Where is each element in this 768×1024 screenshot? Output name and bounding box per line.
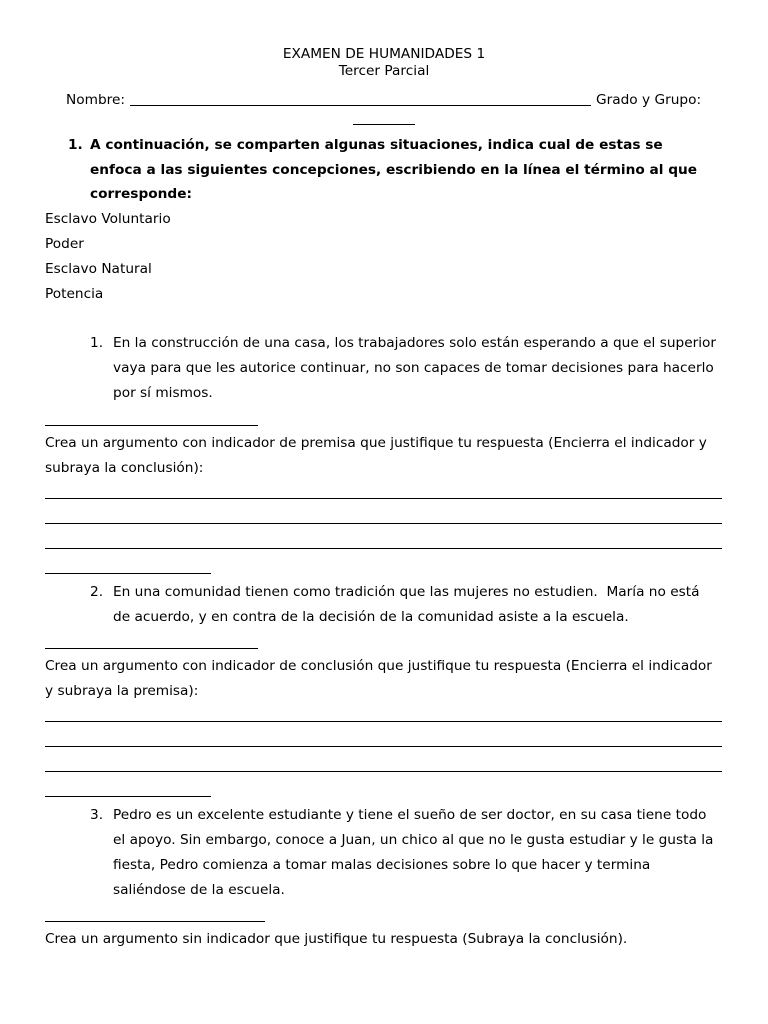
situation-number: 3. (90, 807, 104, 823)
situation-text-line: vaya para que les autorice continuar, no son capaces de tomar decisiones para hacerlo (113, 360, 714, 376)
instruction-line: subraya la conclusión): (45, 460, 204, 476)
instruction-line: Crea un argumento sin indicador que justifique tu respuesta (Subraya la conclusión). (45, 931, 628, 947)
group-label: Grado y Grupo: (596, 92, 702, 108)
question-prompt-line: A continuación, se comparten algunas situaciones, indica cual de estas se (90, 137, 663, 153)
concept-item: Esclavo Natural (45, 261, 152, 277)
answer-line (45, 573, 211, 574)
question-number: 1. (68, 137, 83, 153)
instruction-line: Crea un argumento con indicador de conclusión que justifique tu respuesta (Encierra el indicador (45, 658, 712, 674)
situation-text-line: por sí mismos. (113, 385, 213, 401)
answer-line (45, 771, 722, 772)
exam-title: EXAMEN DE HUMANIDADES 1 (282, 46, 486, 62)
instruction-line: y subraya la premisa): (45, 683, 199, 699)
concept-item: Esclavo Voluntario (45, 211, 171, 227)
situation-text-line: fiesta, Pedro comienza a tomar malas decisiones sobre lo que hacer y termina (113, 857, 651, 873)
situation-text-line: En una comunidad tienen como tradición que las mujeres no estudien. María no está (113, 584, 700, 600)
situation-text-line: el apoyo. Sin embargo, conoce a Juan, un chico al que no le gusta estudiar y le gusta la (113, 832, 714, 848)
situation-text-line: saliéndose de la escuela. (113, 882, 285, 898)
situation-text-line: de acuerdo, y en contra de la decisión de la comunidad asiste a la escuela. (113, 609, 629, 625)
situation-text-line: Pedro es un excelente estudiante y tiene el sueño de ser doctor, en su casa tiene todo (113, 807, 707, 823)
name-blank-line (130, 105, 591, 106)
answer-line (45, 746, 722, 747)
concept-answer-line (45, 648, 258, 649)
name-label: Nombre: (66, 92, 125, 108)
situation-text-line: En la construcción de una casa, los trabajadores solo están esperando a que el superior (113, 335, 717, 351)
concept-answer-line (45, 425, 258, 426)
question-prompt-line: enfoca a las siguientes concepciones, escribiendo en la línea el término al que (90, 162, 698, 178)
question-prompt-line: corresponde: (90, 186, 192, 202)
exam-subtitle: Tercer Parcial (338, 63, 430, 79)
situation-number: 2. (90, 584, 104, 600)
answer-line (45, 548, 722, 549)
answer-line (45, 523, 722, 524)
situation-number: 1. (90, 335, 104, 351)
group-blank-line (353, 124, 415, 125)
concept-item: Poder (45, 236, 84, 252)
instruction-line: Crea un argumento con indicador de premisa que justifique tu respuesta (Encierra el indicador y (45, 435, 707, 451)
answer-line (45, 796, 211, 797)
concept-answer-line (45, 921, 265, 922)
answer-line (45, 721, 722, 722)
answer-line (45, 498, 722, 499)
concept-item: Potencia (45, 286, 104, 302)
